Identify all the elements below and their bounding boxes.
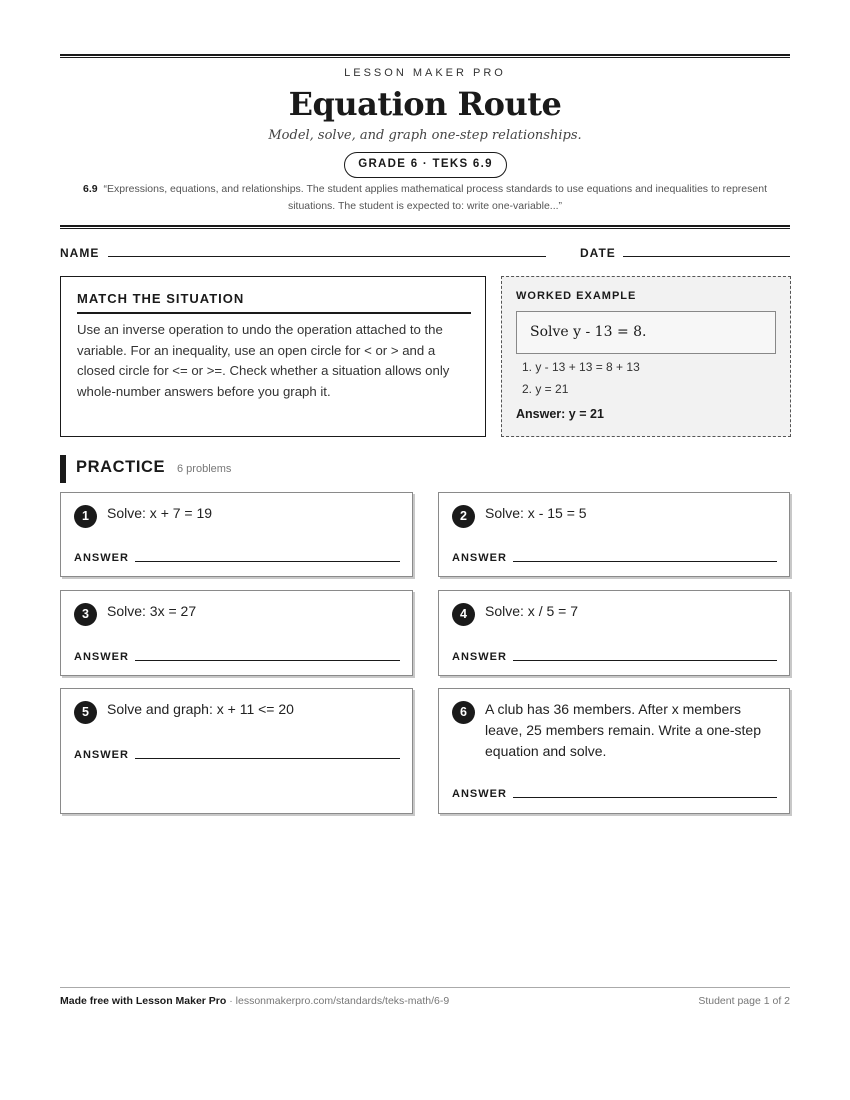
answer-field[interactable]: [513, 561, 777, 562]
page-title: Equation Route: [288, 85, 562, 123]
grade-badge: GRADE 6 · TEKS 6.9: [344, 152, 507, 178]
problem-card-3: [60, 590, 413, 676]
brand-name: LESSON MAKER PRO: [344, 67, 506, 79]
answer-label: ANSWER: [452, 552, 507, 564]
practice-count: 6 problems: [177, 463, 232, 475]
date-field[interactable]: [623, 256, 790, 257]
answer-label: ANSWER: [452, 788, 507, 800]
worked-example-problem: Solve y - 13 = 8.: [516, 311, 776, 354]
match-situation-panel: [60, 276, 486, 437]
problem-number: 1: [74, 505, 97, 528]
footer-rule: [60, 987, 790, 988]
problem-number: 2: [452, 505, 475, 528]
problem-card-1: [60, 492, 413, 577]
answer-label: ANSWER: [452, 651, 507, 663]
name-field[interactable]: [108, 256, 546, 257]
standard-description: [78, 181, 772, 215]
situation-body: Use an inverse operation to undo the operation attached to the variable. For an inequality, use an open circle for < or > and a closed circle for <= or >=. Check whether a situation allows only whole-number answers before you graph it.: [77, 322, 450, 399]
problem-prompt: Solve: 3x = 27: [107, 603, 197, 619]
footer-credit: [60, 995, 449, 1007]
problem-prompt: Solve: x - 15 = 5: [485, 505, 587, 521]
answer-field[interactable]: [135, 758, 400, 759]
answer-field[interactable]: [135, 561, 400, 562]
worked-example-heading: WORKED EXAMPLE: [516, 290, 637, 302]
footer-made-with: Made free with Lesson Maker Pro: [60, 995, 227, 1007]
date-label: DATE: [580, 246, 616, 260]
practice-accent-bar: [60, 455, 66, 483]
answer-label: ANSWER: [74, 552, 129, 564]
answer-label: ANSWER: [74, 749, 129, 761]
worked-example-step: 2. y = 21: [522, 382, 569, 396]
header-bottom-rule: [60, 225, 790, 229]
situation-heading: MATCH THE SITUATION: [77, 291, 471, 314]
problem-prompt: Solve: x / 5 = 7: [485, 603, 578, 619]
header-top-rule: [60, 54, 790, 58]
problem-prompt: A club has 36 members. After x members leave, 25 members remain. Write a one-step equation and solve.: [485, 701, 761, 759]
footer-page-number: Student page 1 of 2: [698, 995, 790, 1007]
practice-heading: PRACTICE: [76, 458, 166, 476]
problem-number: 4: [452, 603, 475, 626]
problem-number: 3: [74, 603, 97, 626]
worked-example-answer: Answer: y = 21: [516, 407, 604, 421]
answer-field[interactable]: [135, 660, 400, 661]
name-label: NAME: [60, 246, 100, 260]
standard-text: “Expressions, equations, and relationships. The student applies mathematical process standards to use equations and inequalities to represent situations. The student is expected to: write one-variable...”: [103, 183, 767, 212]
problem-card-2: [438, 492, 790, 577]
footer-url[interactable]: · lessonmakerpro.com/standards/teks-math/6-9: [226, 995, 450, 1007]
problem-prompt: Solve and graph: x + 11 <= 20: [107, 701, 294, 717]
problem-card-6: [438, 688, 790, 814]
problem-card-4: [438, 590, 790, 676]
problem-card-5: [60, 688, 413, 814]
problem-number: 6: [452, 701, 475, 724]
page-subtitle: Model, solve, and graph one-step relationships.: [268, 128, 582, 143]
worked-example-step: 1. y - 13 + 13 = 8 + 13: [522, 360, 640, 374]
answer-field[interactable]: [513, 797, 777, 798]
problem-number: 5: [74, 701, 97, 724]
standard-code: 6.9: [83, 183, 98, 195]
worked-example-panel: [501, 276, 791, 437]
answer-label: ANSWER: [74, 651, 129, 663]
problem-prompt: Solve: x + 7 = 19: [107, 505, 213, 521]
answer-field[interactable]: [513, 660, 777, 661]
